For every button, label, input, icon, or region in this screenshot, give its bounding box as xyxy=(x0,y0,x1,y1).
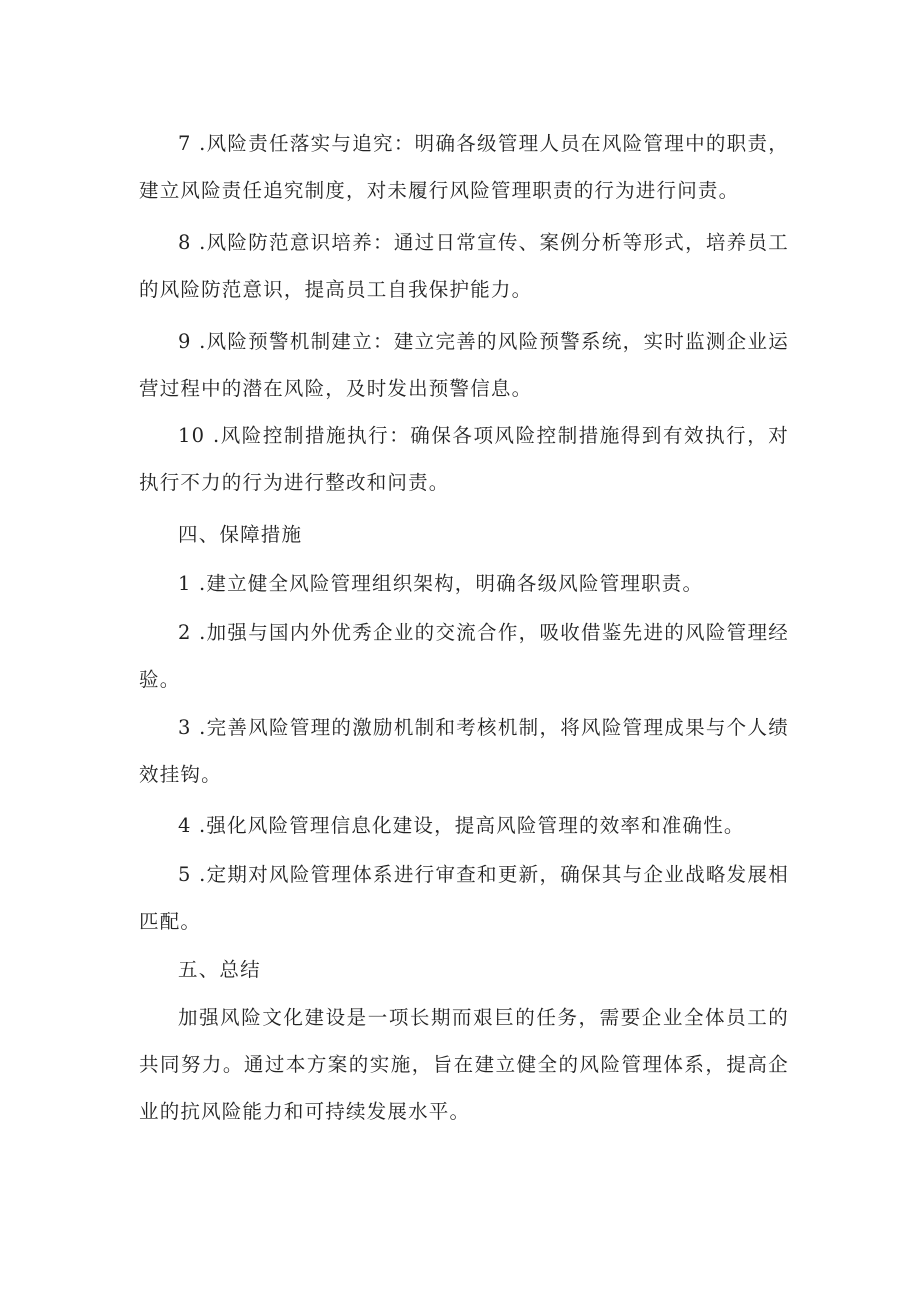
summary-paragraph: 加强风险文化建设是一项长期而艰巨的任务，需要企业全体员工的共同努力。通过本方案的实施，旨在建立健全的风险管理体系，提高企业的抗风险能力和可持续发展水平。 xyxy=(139,1006,789,1123)
paragraph-item-10: 10 .风险控制措施执行：确保各项风险控制措施得到有效执行，对执行不力的行为进行整改和问责。 xyxy=(139,424,789,494)
paragraph-item-9: 9 .风险预警机制建立：建立完善的风险预警系统，实时监测企业运营过程中的潜在风险，及时发出预警信息。 xyxy=(139,330,789,400)
paragraph-item-8: 8 .风险防范意识培养：通过日常宣传、案例分析等形式，培养员工的风险防范意识，提高员工自我保护能力。 xyxy=(139,231,789,301)
section-heading-summary: 五、总结 xyxy=(178,958,261,981)
list-item-guarantee-1: 1 .建立健全风险管理组织架构，明确各级风险管理职责。 xyxy=(178,572,704,595)
list-item-guarantee-5: 5 .定期对风险管理体系进行审查和更新，确保其与企业战略发展相匹配。 xyxy=(139,863,789,933)
paragraph-item-7: 7 .风险责任落实与追究：明确各级管理人员在风险管理中的职责，建立风险责任追究制度，对未履行风险管理职责的行为进行问责。 xyxy=(139,132,789,202)
section-heading-guarantee: 四、保障措施 xyxy=(178,523,303,546)
list-item-guarantee-2: 2 .加强与国内外优秀企业的交流合作，吸收借鉴先进的风险管理经验。 xyxy=(139,621,789,691)
list-item-guarantee-4: 4 .强化风险管理信息化建设，提高风险管理的效率和准确性。 xyxy=(178,814,745,837)
list-item-guarantee-3: 3 .完善风险管理的激励机制和考核机制，将风险管理成果与个人绩效挂钩。 xyxy=(139,716,789,786)
